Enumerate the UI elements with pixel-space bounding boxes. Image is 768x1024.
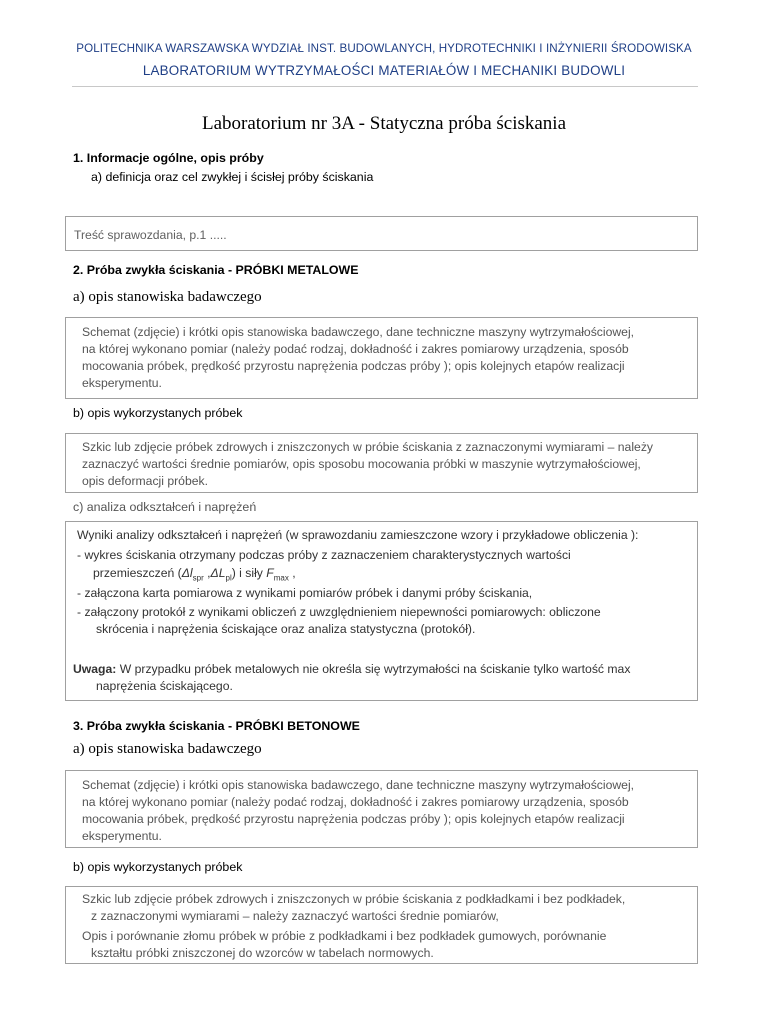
institution-header: POLITECHNIKA WARSZAWSKA WYDZIAŁ INST. BUDOWLANYCH, HYDROTECHNIKI I INŻYNIERII ŚRODOWISKA [76, 42, 692, 55]
delta-l-spr-symbol: Δl [181, 566, 193, 580]
separator: , [203, 566, 211, 580]
section-2-c-item-3-cont: skrócenia i naprężenia ściskające oraz analiza statystyczna (protokół). [96, 622, 476, 636]
subscript-spr: spr [192, 573, 204, 583]
section-2-heading: 2. Próba zwykła ściskania - PRÓBKI METALOWE [73, 263, 359, 277]
section-2-b-line: zaznaczyć wartości średnie pomiarów, opis sposobu mocowania próbki w maszynie wytrzymałościowej, [82, 457, 641, 471]
section-3-heading: 3. Próba zwykła ściskania - PRÓBKI BETONOWE [73, 719, 360, 733]
section-2-b-line: opis deformacji próbek. [82, 474, 208, 488]
section-3-a-label: a) opis stanowiska badawczego [73, 741, 262, 757]
section-2-c-item-1-cont [93, 565, 296, 586]
section-3-a-line: mocowania próbek, prędkość przyrostu naprężenia podczas próby ); opis kolejnych etapów realizacji [82, 812, 625, 826]
section-2-a-line: eksperymentu. [82, 376, 162, 390]
section-2-b-line: Szkic lub zdjęcie próbek zdrowych i zniszczonych w próbie ściskania z zaznaczonymi wymiarami – należy [82, 440, 654, 454]
section-2-a-line: mocowania próbek, prędkość przyrostu naprężenia podczas próby ); opis kolejnych etapów realizacji [82, 359, 625, 373]
displacement-prefix: przemieszczeń ( [93, 566, 182, 580]
delta-l-pl-symbol: ΔL [210, 566, 226, 580]
lab-header: LABORATORIUM WYTRZYMAŁOŚCI MATERIAŁÓW I MECHANIKI BUDOWLI [142, 63, 626, 78]
section-2-c-note [73, 661, 630, 678]
page-title: Laboratorium nr 3A - Statyczna próba ściskania [201, 113, 567, 134]
section-2-c-box[interactable] [65, 521, 698, 701]
section-3-b-line: Opis i porównanie złomu próbek w próbie z podkładkami i bez podkładek gumowych, porównanie [82, 929, 607, 943]
section-3-a-line: Schemat (zdjęcie) i krótki opis stanowiska badawczego, dane techniczne maszyny wytrzymałościowej, [82, 778, 635, 792]
section-2-a-box[interactable] [65, 317, 698, 399]
section-2-a-line: na której wykonano pomiar (należy podać rodzaj, dokładność i zakres pomiarowy urządzenia, sposób [82, 342, 629, 356]
section-3-b-line: z zaznaczonymi wymiarami – należy zaznaczyć wartości średnie pomiarów, [91, 909, 499, 923]
section-3-a-line: na której wykonano pomiar (należy podać rodzaj, dokładność i zakres pomiarowy urządzenia, sposób [82, 795, 629, 809]
section-1-heading: 1. Informacje ogólne, opis próby [73, 151, 264, 165]
subscript-pl: pl [225, 573, 232, 583]
section-2-c-item-2: - załączona karta pomiarowa z wynikami pomiarów próbek i danymi próby ściskania, [77, 586, 533, 600]
section-2-a-line: Schemat (zdjęcie) i krótki opis stanowiska badawczego, dane techniczne maszyny wytrzymałościowej, [82, 325, 635, 339]
section-3-b-label: b) opis wykorzystanych próbek [73, 860, 243, 874]
force-text: ) i siły [231, 566, 267, 580]
note-text: W przypadku próbek metalowych nie określa się wytrzymałości na ściskanie tylko wartość max [116, 662, 631, 676]
section-3-b-line: Szkic lub zdjęcie próbek zdrowych i zniszczonych w próbie ściskania z podkładkami i bez podkładek, [82, 892, 626, 906]
section-1-box-text: Treść sprawozdania, p.1 ..... [74, 228, 227, 242]
section-3-a-line: eksperymentu. [82, 829, 162, 843]
section-2-c-label: c) analiza odkształceń i naprężeń [73, 500, 257, 514]
section-3-a-box[interactable] [65, 770, 698, 848]
section-2-b-box[interactable] [65, 433, 698, 493]
section-2-c-item-3: - załączony protokół z wynikami obliczeń z uwzględnieniem niepewności pomiarowych: obliczone [77, 605, 601, 619]
note-label: Uwaga: [73, 662, 117, 676]
header-divider [72, 86, 698, 87]
force-suffix: , [288, 566, 296, 580]
section-2-c-intro: Wyniki analizy odkształceń i naprężeń (w sprawozdaniu zamieszczone wzory i przykładowe obliczenia ): [77, 528, 639, 542]
force-symbol: F [266, 566, 274, 580]
section-3-b-line: kształtu próbki zniszczonej do wzorców w tabelach normowych. [91, 946, 434, 960]
section-2-b-label: b) opis wykorzystanych próbek [73, 406, 243, 420]
section-2-c-item-1: - wykres ściskania otrzymany podczas próby z zaznaczeniem charakterystycznych wartości [77, 548, 571, 562]
section-1-item-a: a) definicja oraz cel zwykłej i ścisłej próby ściskania [91, 170, 374, 184]
section-2-a-label: a) opis stanowiska badawczego [73, 289, 262, 305]
subscript-max: max [273, 573, 289, 583]
section-1-report-box[interactable] [65, 216, 698, 251]
section-3-b-box[interactable] [65, 886, 698, 964]
section-2-c-note-cont: naprężenia ściskającego. [96, 679, 233, 693]
